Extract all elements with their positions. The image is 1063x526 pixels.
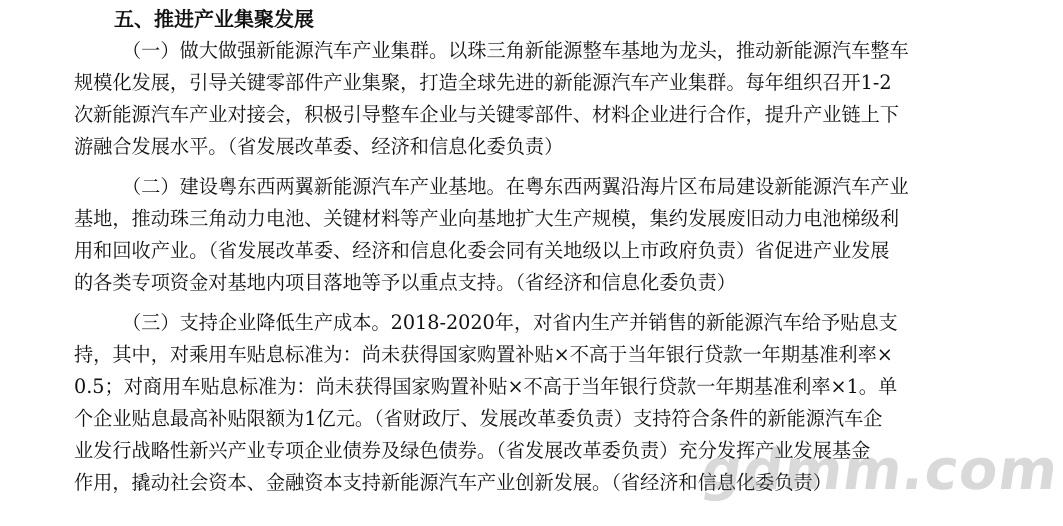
paragraph-1-line-4: 游融合发展水平。（省发展改革委、经济和信息化委负责） [74,135,564,158]
paragraph-2-line-2: 基地，推动珠三角动力电池、关键材料等产业向基地扩大生产规模，集约发展废旧动力电池梯级利 [74,207,900,230]
paragraph-3-line-1: （三）支持企业降低生产成本。2018-2020年，对省内生产并销售的新能源汽车给予贴息支 [122,311,898,334]
paragraph-1-line-3: 次新能源汽车产业对接会，积极引导整车企业与关键零部件、材料企业进行合作，提升产业链上下 [74,103,900,126]
paragraph-3-line-5: 业发行战略性新兴产业专项企业债券及绿色债券。（省发展改革委负责）充分发挥产业发展基金 [74,439,871,462]
paragraph-2-line-1: （二）建设粤东西两翼新能源汽车产业基地。在粤东西两翼沿海片区布局建设新能源汽车产业 [122,175,909,198]
paragraph-3-line-4: 个企业贴息最高补贴限额为1亿元。（省财政厅、发展改革委负责）支持符合条件的新能源汽车企 [74,407,883,430]
paragraph-1-line-1: （一）做大做强新能源汽车产业集群。以珠三角新能源整车基地为龙头，推动新能源汽车整车 [122,39,909,62]
site-watermark: gdmm.com [697,438,1063,503]
paragraph-3-line-6: 作用，撬动社会资本、金融资本支持新能源汽车产业创新发展。（省经济和信息化委负责） [74,471,832,494]
paragraph-2-line-4: 的各类专项资金对基地内项目落地等予以重点支持。（省经济和信息化委负责） [74,271,736,294]
section-heading: 五、推进产业集聚发展 [114,7,314,31]
paragraph-1-line-2: 规模化发展，引导关键零部件产业集聚，打造全球先进的新能源汽车产业集群。每年组织召开1-2 [74,71,892,94]
paragraph-3-line-2: 持，其中，对乘用车贴息标准为：尚未获得国家购置补贴×不高于当年银行贷款一年期基准利率× [74,343,893,366]
paragraph-3-line-3: 0.5；对商用车贴息标准为：尚未获得国家购置补贴×不高于当年银行贷款一年期基准利率×1。单 [74,375,898,398]
paragraph-2-line-3: 用和回收产业。（省发展改革委、经济和信息化委会同有关地级以上市政府负责）省促进产业发展 [74,239,890,262]
